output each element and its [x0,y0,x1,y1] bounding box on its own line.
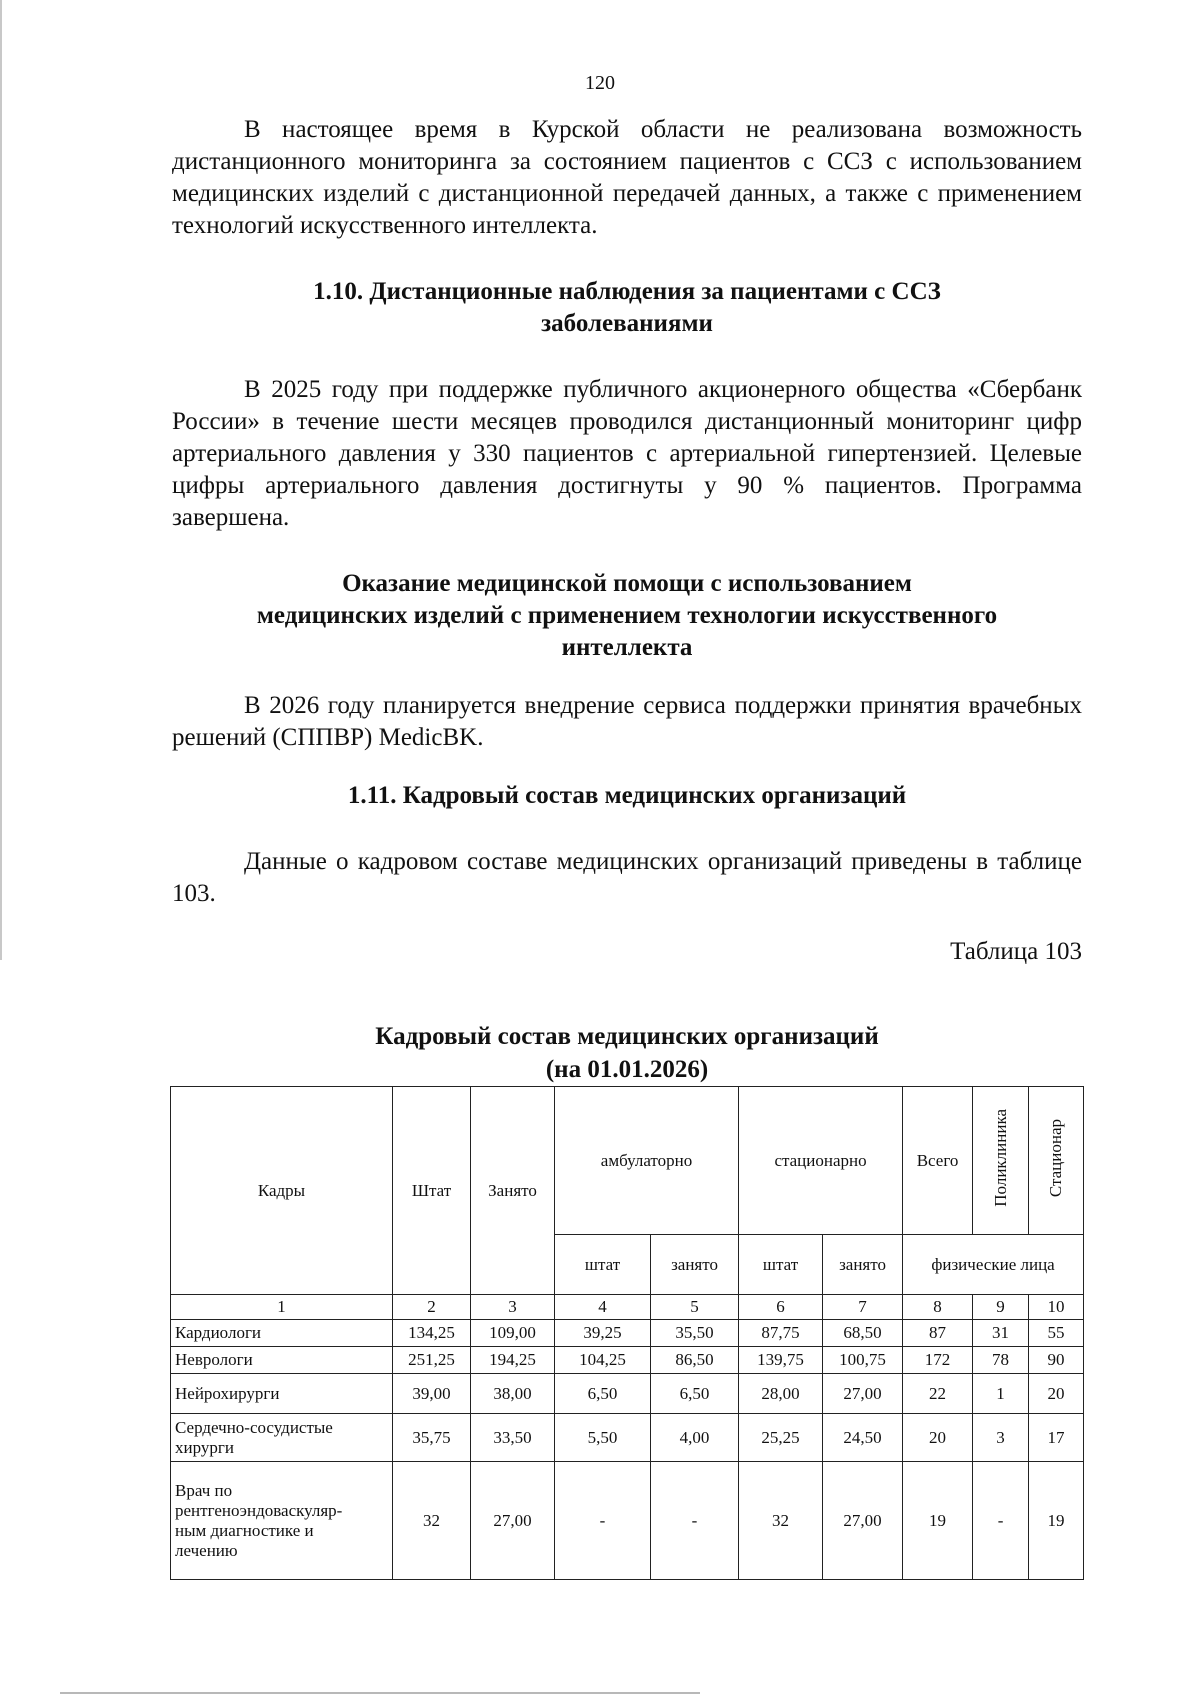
column-number: 9 [973,1295,1029,1320]
subheader-fizicheskie-litsa: физические лица [903,1235,1084,1295]
cell: 39,00 [393,1374,471,1414]
cell: 38,00 [471,1374,555,1414]
table-row [171,1414,1084,1462]
cell: 87,75 [739,1320,823,1347]
column-number: 3 [471,1295,555,1320]
table-header-row [171,1087,1084,1235]
header-stacionar [1029,1087,1084,1235]
cell: 6,50 [651,1374,739,1414]
cell: 68,50 [823,1320,903,1347]
cell: 55 [1029,1320,1084,1347]
header-zanyato: Занято [471,1087,555,1295]
cell: 22 [903,1374,973,1414]
heading-line: интеллекта [561,634,693,661]
header-kadry: Кадры [171,1087,393,1295]
cell: 3 [973,1414,1029,1462]
cell: 4,00 [651,1414,739,1462]
cell: 24,50 [823,1414,903,1462]
cell: 134,25 [393,1320,471,1347]
cell: 172 [903,1347,973,1374]
cell: 35,50 [651,1320,739,1347]
row-name-line: ным диагностике и [175,1520,314,1540]
header-poliklinika [973,1087,1029,1235]
cell: 104,25 [555,1347,651,1374]
cell: 27,00 [823,1374,903,1414]
table-row [171,1347,1084,1374]
header-stacionarno: стационарно [739,1087,903,1235]
cell: 87 [903,1320,973,1347]
row-name-line: Сердечно-сосудистые [175,1417,333,1437]
subheader-amb-zanyato: занято [651,1235,739,1295]
table-number: Таблица 103 [950,938,1082,965]
column-number: 2 [393,1295,471,1320]
table-row [171,1320,1084,1347]
header-shtat: Штат [393,1087,471,1295]
header-vsego: Всего [903,1087,973,1235]
heading-line: заболеваниями [541,310,713,337]
cell: 28,00 [739,1374,823,1414]
table-row [171,1374,1084,1414]
cell: 27,00 [823,1462,903,1580]
cell: 86,50 [651,1347,739,1374]
cell: - [555,1462,651,1580]
cell: 194,25 [471,1347,555,1374]
cell: 109,00 [471,1320,555,1347]
cell: 78 [973,1347,1029,1374]
cell: 31 [973,1320,1029,1347]
column-number: 4 [555,1295,651,1320]
subheader-stac-zanyato: занято [823,1235,903,1295]
cell: 20 [903,1414,973,1462]
table-title [172,1020,1082,1086]
heading-line: 1.10. Дистанционные наблюдения за пациентами с ССЗ [313,278,941,305]
scan-edge-left [0,0,2,960]
heading-remote-observation [172,276,1082,340]
cell: 19 [1029,1462,1084,1580]
header-ambulatorno: амбулаторно [555,1087,739,1235]
table-title-line: Кадровый состав медицинских организаций [375,1023,879,1050]
column-number: 1 [171,1295,393,1320]
column-number: 5 [651,1295,739,1320]
cell: 32 [739,1462,823,1580]
header-poliklinika-text: Поликлиника [990,1109,1010,1207]
column-number: 8 [903,1295,973,1320]
subheader-stac-shtat: штат [739,1235,823,1295]
cell: 100,75 [823,1347,903,1374]
paragraph-remote-monitoring: В настоящее время в Курской области не реализована возможность дистанционного мониторинга за состоянием пациентов с ССЗ с использованием медицинских изделий с дистанционной передачей данных, а также с применением технологий искусственного интеллекта. [172,116,1082,239]
row-name [171,1414,393,1462]
heading-line: медицинских изделий с применением технологии искусственного [256,602,998,629]
row-name: Кардиологи [171,1320,393,1347]
row-name-line: рентгеноэндоваскуляр- [175,1500,343,1520]
cell: 6,50 [555,1374,651,1414]
heading-ai-medical-care [172,568,1082,664]
scan-edge-bottom [60,1692,700,1694]
cell: - [973,1462,1029,1580]
cell: 32 [393,1462,471,1580]
row-name: Нейрохирурги [171,1374,393,1414]
table-title-line: (на 01.01.2026) [545,1056,709,1083]
header-stacionar-text: Стационар [1046,1118,1066,1198]
cell: - [651,1462,739,1580]
column-number: 6 [739,1295,823,1320]
paragraph-sppvr-plan: В 2026 году планируется внедрение сервиса поддержки принятия врачебных решений (СППВР) MedicBK. [172,692,1082,751]
row-name-line: хирурги [175,1437,234,1457]
row-name [171,1462,393,1580]
column-number: 7 [823,1295,903,1320]
row-name: Неврологи [171,1347,393,1374]
table-column-numbers-row [171,1295,1084,1320]
cell: 27,00 [471,1462,555,1580]
cell: 35,75 [393,1414,471,1462]
cell: 19 [903,1462,973,1580]
subheader-amb-shtat: штат [555,1235,651,1295]
table-row [171,1462,1084,1580]
cell: 25,25 [739,1414,823,1462]
cell: 90 [1029,1347,1084,1374]
cell: 1 [973,1374,1029,1414]
cell: 251,25 [393,1347,471,1374]
cell: 20 [1029,1374,1084,1414]
paragraph-table-reference: Данные о кадровом составе медицинских организаций приведены в таблице 103. [172,848,1082,907]
row-name-line: Врач по [175,1480,233,1500]
row-name-line: лечению [175,1540,238,1560]
heading-line: Оказание медицинской помощи с использованием [342,570,912,597]
staff-table [170,1086,1084,1580]
cell: 17 [1029,1414,1084,1462]
paragraph-sberbank-program: В 2025 году при поддержке публичного акционерного общества «Сбербанк России» в течение шести месяцев проводился дистанционный мониторинг цифр артериального давления у 330 пациентов с артериальной гипертензией. Целевые цифры артериального давления достигнуты у 90 % пациентов. Программа завершена. [172,376,1082,531]
cell: 5,50 [555,1414,651,1462]
page-number: 120 [585,72,615,94]
cell: 39,25 [555,1320,651,1347]
document-body [172,114,1082,1086]
cell: 33,50 [471,1414,555,1462]
column-number: 10 [1029,1295,1084,1320]
cell: 139,75 [739,1347,823,1374]
heading-staff-composition: 1.11. Кадровый состав медицинских организаций [347,782,907,809]
